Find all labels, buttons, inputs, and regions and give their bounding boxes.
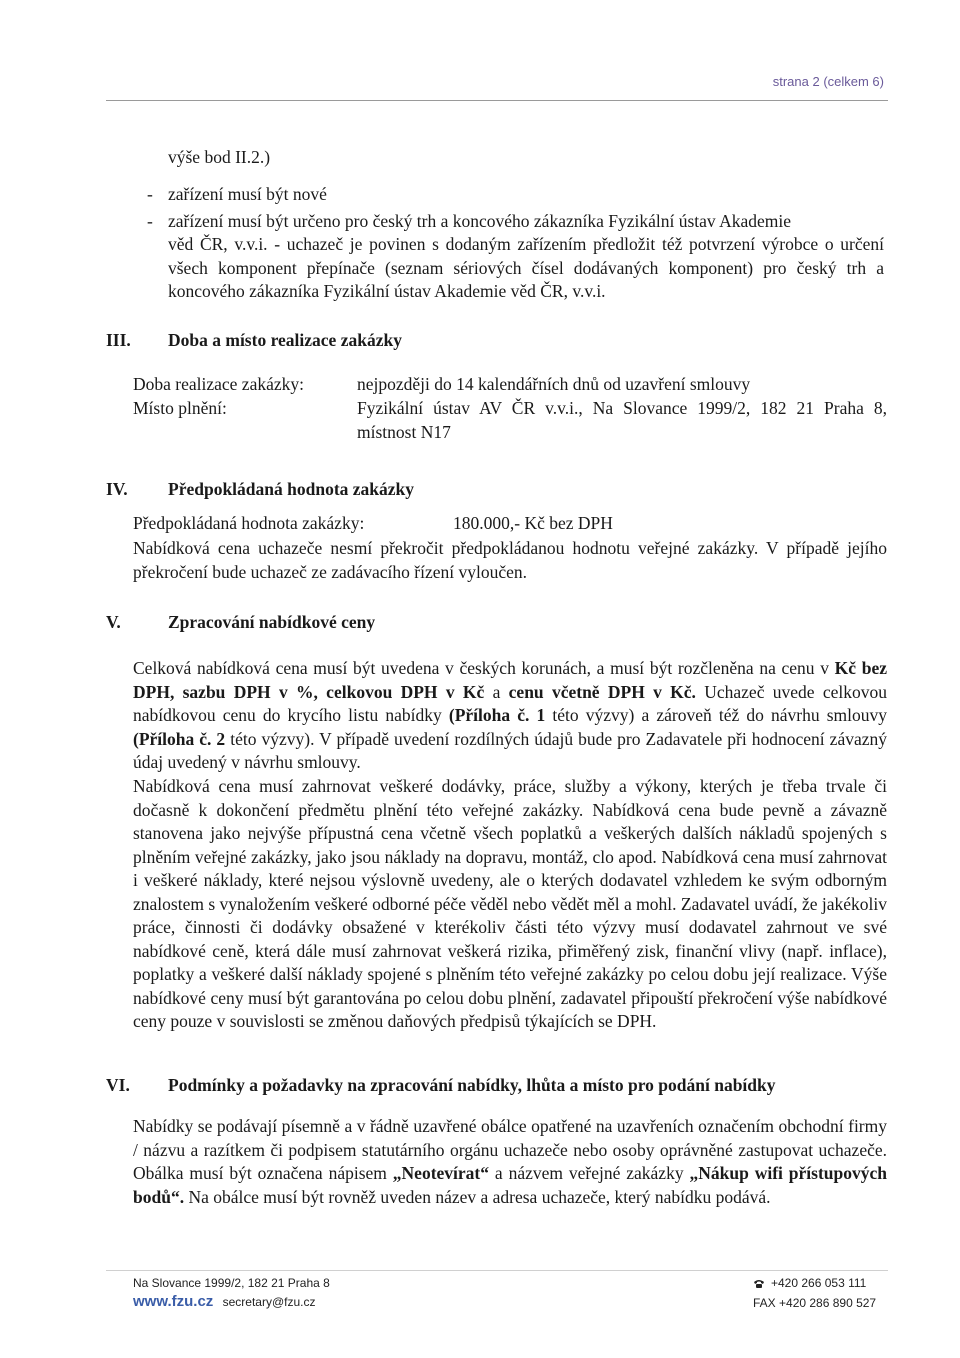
section-6-number: VI.	[106, 1075, 130, 1095]
price-breakdown-paragraph	[133, 657, 887, 775]
section-3-number: III.	[106, 330, 131, 350]
place-of-performance-label: Místo plnění:	[133, 398, 227, 418]
place-of-performance-value: Fyzikální ústav AV ČR v.v.i., Na Slovance 1999/2, 182 21 Praha 8, místnost N17	[357, 398, 887, 442]
realization-period-value: nejpozději do 14 kalendářních dnů od uzavření smlouvy	[357, 374, 751, 394]
price-contents-paragraph: Nabídková cena musí zahrnovat veškeré dodávky, práce, služby a výkony, kterých je třeba trvale či dočasně k dokončení předmětu plnění této veřejné zakázky. Nabídková cena bude pevně a závazně stanovena jako nejvýše přípustná cena včetně všech poplatků a veškerých dalších nákladů spojených s plněním veřejné zakázky, jako jsou náklady na dopravu, montáž, clo apod. Nabídková cena musí zahrnovat i veškeré náklady, které nejsou výslovně uvedeny, ale o kterých dodavatel vzhledem ke svým odborným znalostem s vynaložením veškeré odborné péče věděl nebo vědět měl a mohl. Zadavatel uvádí, že jakékoliv práce, činnosti či dodávky obsažené v kterékoliv části této výzvy musí dodavatel zahrnout ve své nabídkové ceně, která dále musí zahrnovat veškerá rizika, přiměřený zisk, finanční vlivy (např. inflace), poplatky a veškeré další náklady spojené s plněním této veřejné zakázky po celou dobu její realizace. Výše nabídkové ceny musí být garantována po celou dobu plnění, zadavatel připouští překročení výše nabídkové ceny pouze v souvislosti se změnou daňových předpisů týkajících se DPH.	[133, 776, 887, 1031]
text-span: Celková nabídková cena musí být uvedena v českých korunách, a musí být rozčleněna na cenu v	[133, 658, 835, 678]
footer-phone-number: +420 266 053 111	[771, 1276, 867, 1290]
footer-email-link[interactable]: secretary@fzu.cz	[222, 1295, 316, 1309]
section-5-title: Zpracování nabídkové ceny	[168, 612, 376, 632]
estimated-value-label: Předpokládaná hodnota zakázky:	[133, 513, 365, 533]
footer-address: Na Slovance 1999/2, 182 21 Praha 8	[133, 1276, 330, 1290]
bold-span: (Příloha č. 1	[448, 705, 546, 725]
bullet-czech-market-rest: - uchazeč je povinen s dodaným zařízením předložit též potvrzení výrobce o určení všech komponent přepínače (seznam sériových čísel dodávaných komponent) pro český trh a koncového zákazníka Fyzikální ústav Akademie věd ČR, v.v.i.	[168, 234, 884, 301]
bold-span: „Nákup wifi přístupových bodů“.	[133, 1163, 887, 1207]
bold-span: (Příloha č. 2	[133, 728, 226, 749]
section-5-number: V.	[106, 612, 121, 632]
phone-icon	[753, 1279, 765, 1289]
realization-period-label: Doba realizace zakázky:	[133, 374, 304, 394]
header-divider	[106, 100, 888, 101]
text-span: a	[484, 681, 509, 702]
bullet-czech-market-line2: věd ČR, v.v.i.	[168, 234, 268, 254]
footer-divider	[106, 1270, 888, 1271]
text-span: Na obálce musí být rovněž uveden název a adresa uchazeče, který nabídku podává.	[184, 1186, 771, 1207]
intro-line: výše bod II.2.)	[168, 147, 271, 167]
bold-span: „Neotevírat“	[392, 1163, 490, 1183]
text-span: Nabídky se podávají písemně a v řádně uzavřené obálce opatřené na uzavřeních označením obchodní firmy / názvu a razítkem či podpisem statutárního orgánu uchazeče nebo osoby oprávněné zastupovat uchazeče. Obálka musí být označena nápisem	[133, 1116, 887, 1183]
footer-contact	[133, 1293, 316, 1310]
bullet-new-device: zařízení musí být nové	[168, 184, 327, 204]
footer-phone	[753, 1276, 866, 1290]
bullet-czech-market-line1: zařízení musí být určeno pro český trh a koncového zákazníka Fyzikální ústav Akademie	[168, 211, 791, 231]
text-span: Uchazeč uvede celkovou nabídkovou cenu do krycího listu nabídky	[133, 681, 888, 725]
text-span: a názvem veřejné zakázky	[489, 1163, 690, 1183]
section-6-title: Podmínky a požadavky na zpracování nabídky, lhůta a místo pro podání nabídky	[168, 1075, 776, 1095]
estimated-value-note: Nabídková cena uchazeče nesmí překročit předpokládanou hodnotu veřejné zakázky. V případě jejího překročení bude uchazeč ze zadávacího řízení vyloučen.	[133, 538, 887, 582]
section-4-number: IV.	[106, 479, 128, 499]
bullet-dash: -	[147, 184, 153, 204]
text-span: této výzvy). V případě uvedení rozdílných údajů bude pro Zadavatele při hodnocení závazný údaj uvedený v návrhu smlouvy.	[133, 728, 887, 772]
bold-span: Kč bez DPH, sazbu DPH v %, celkovou DPH v Kč	[133, 658, 887, 702]
text-span: této výzvy) a zároveň též do návrhu smlouvy	[545, 705, 887, 725]
bullet-czech-market-body	[168, 233, 884, 304]
footer-website-link[interactable]: www.fzu.cz	[133, 1293, 214, 1310]
section-3-title: Doba a místo realizace zakázky	[168, 330, 402, 350]
bullet-dash: -	[147, 211, 153, 231]
estimated-value-amount: 180.000,- Kč bez DPH	[453, 513, 613, 533]
bold-span: cenu včetně DPH v Kč.	[508, 681, 696, 702]
page-number-label: strana 2 (celkem 6)	[772, 74, 884, 89]
section-4-title: Předpokládaná hodnota zakázky	[168, 479, 415, 499]
submission-paragraph	[133, 1115, 887, 1209]
footer-fax: FAX +420 286 890 527	[753, 1296, 877, 1310]
